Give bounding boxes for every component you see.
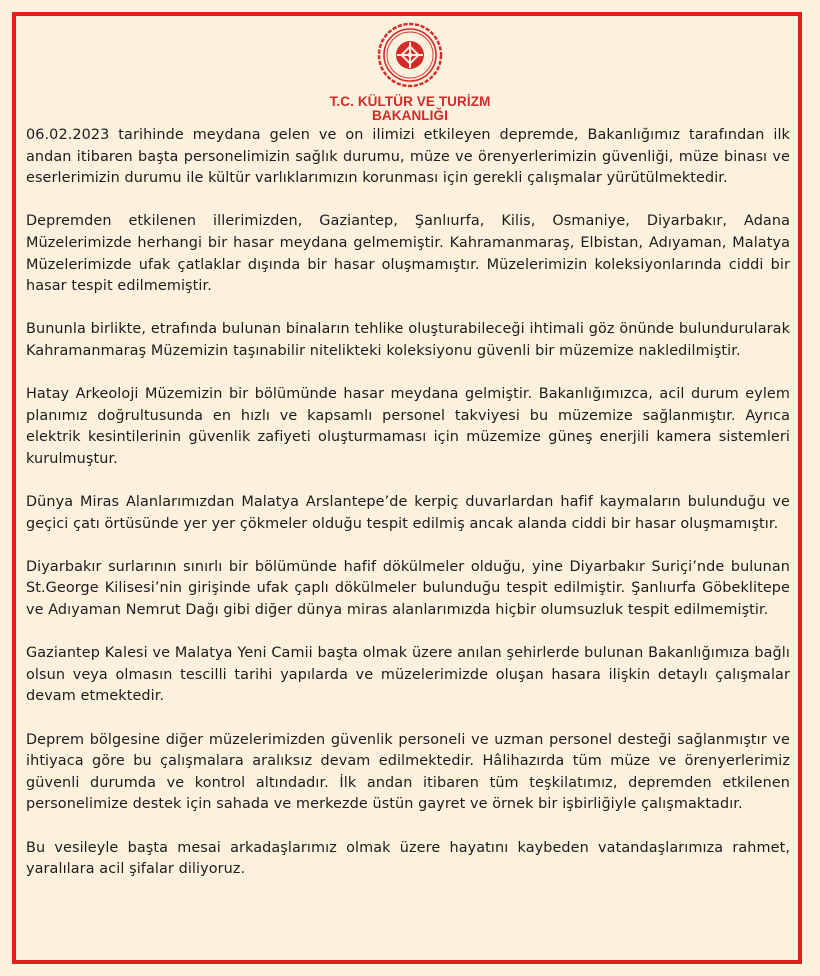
paragraph: Gaziantep Kalesi ve Malatya Yeni Camii başta olmak üzere anılan şehirlerde bulunan Bakanlığımıza bağlı olsun veya olmasın tescilli tarihi yapılarda ve müzelerimizde oluşan hasara ilişkin detaylı çalışmalar devam etmektedir.	[26, 645, 790, 705]
ministry-name-line1: T.C. KÜLTÜR VE TURİZM	[329, 94, 491, 109]
logo	[0, 22, 820, 88]
ministry-name-line2: BAKANLIĞI	[372, 108, 448, 123]
ministry-emblem-icon	[377, 22, 443, 88]
paragraph: Dünya Miras Alanlarımızdan Malatya Arslantepe’de kerpiç duvarlardan hafif kaymaların bulunduğu ve geçici çatı örtüsünde yer yer çökmeler olduğu tespit edilmiş ancak alanda ciddi bir hasar oluşmamıştır.	[26, 494, 790, 532]
paragraph: Bu vesileyle başta mesai arkadaşlarımız olmak üzere hayatını kaybeden vatandaşlarımıza rahmet, yaralılara acil şifalar diliyoruz.	[26, 839, 790, 878]
announcement-body	[26, 125, 790, 881]
paragraph: Bununla birlikte, etrafında bulunan binaların tehlike oluşturabileceği ihtimali göz önünde bulundurularak Kahramanmaraş Müzemizin taşınabilir nitelikteki koleksiyonu güvenli bir müzemize nakledilmiştir.	[26, 321, 790, 359]
paragraph: Diyarbakır surlarının sınırlı bir bölümünde hafif dökülmeler olduğu, yine Diyarbakır Suriçi’nde bulunan St.George Kilisesi’nin girişinde ufak çaplı dökülmeler bulunduğu tespit edilmiştir. Şanlıurfa Göbeklitepe ve Adıyaman Nemrut Dağı gibi diğer dünya miras alanlarımızda hiçbir olumsuzluk tespit edilmemiştir.	[26, 558, 790, 619]
paragraph: Depremden etkilenen illerimizden, Gaziantep, Şanlıurfa, Kilis, Osmaniye, Diyarbakır, Adana Müzelerimizde herhangi bir hasar meydana gelmemiştir. Kahramanmaraş, Elbistan, Adıyaman, Malatya Müzelerimizde ufak çatlaklar dışında bir hasar oluşmamıştır. Müzelerimizin koleksiyonlarında ciddi bir hasar tespit edilmemiştir.	[26, 213, 790, 295]
paragraph: Deprem bölgesine diğer müzelerimizden güvenlik personeli ve uzman personel desteği sağlanmıştır ve ihtiyaca göre bu çalışmalara aralıksız devam edilmektedir. Hâlihazırda tüm müze ve örenyerlerimiz güvenli durumda ve kontrol altındadır. İlk andan itibaren tüm teşkilatımız, depremden etkilenen personelimize destek için sahada ve merkezde üstün gayret ve örnek bir işbirliğiyle çalışmaktadır.	[26, 731, 790, 813]
paragraph: 06.02.2023 tarihinde meydana gelen ve on ilimizi etkileyen depremde, Bakanlığımız tarafından ilk andan itibaren başta personelimizin sağlık durumu, müze ve örenyerlerimizin güvenliği, müze binası ve eserlerimizin durumu ile kültür varlıklarımızın korunması için gerekli çalışmalar yürütülmektedir.	[26, 127, 790, 187]
paragraph: Hatay Arkeoloji Müzemizin bir bölümünde hasar meydana gelmiştir. Bakanlığımızca, acil durum eylem planımız doğrultusunda en hızlı ve kapsamlı personel takviyesi bu müzemize sağlanmıştır. Ayrıca elektrik kesintilerinin güvenlik zafiyeti oluşturmaması için müzemize güneş enerjili kamera sistemleri kurulmuştur.	[26, 386, 790, 467]
